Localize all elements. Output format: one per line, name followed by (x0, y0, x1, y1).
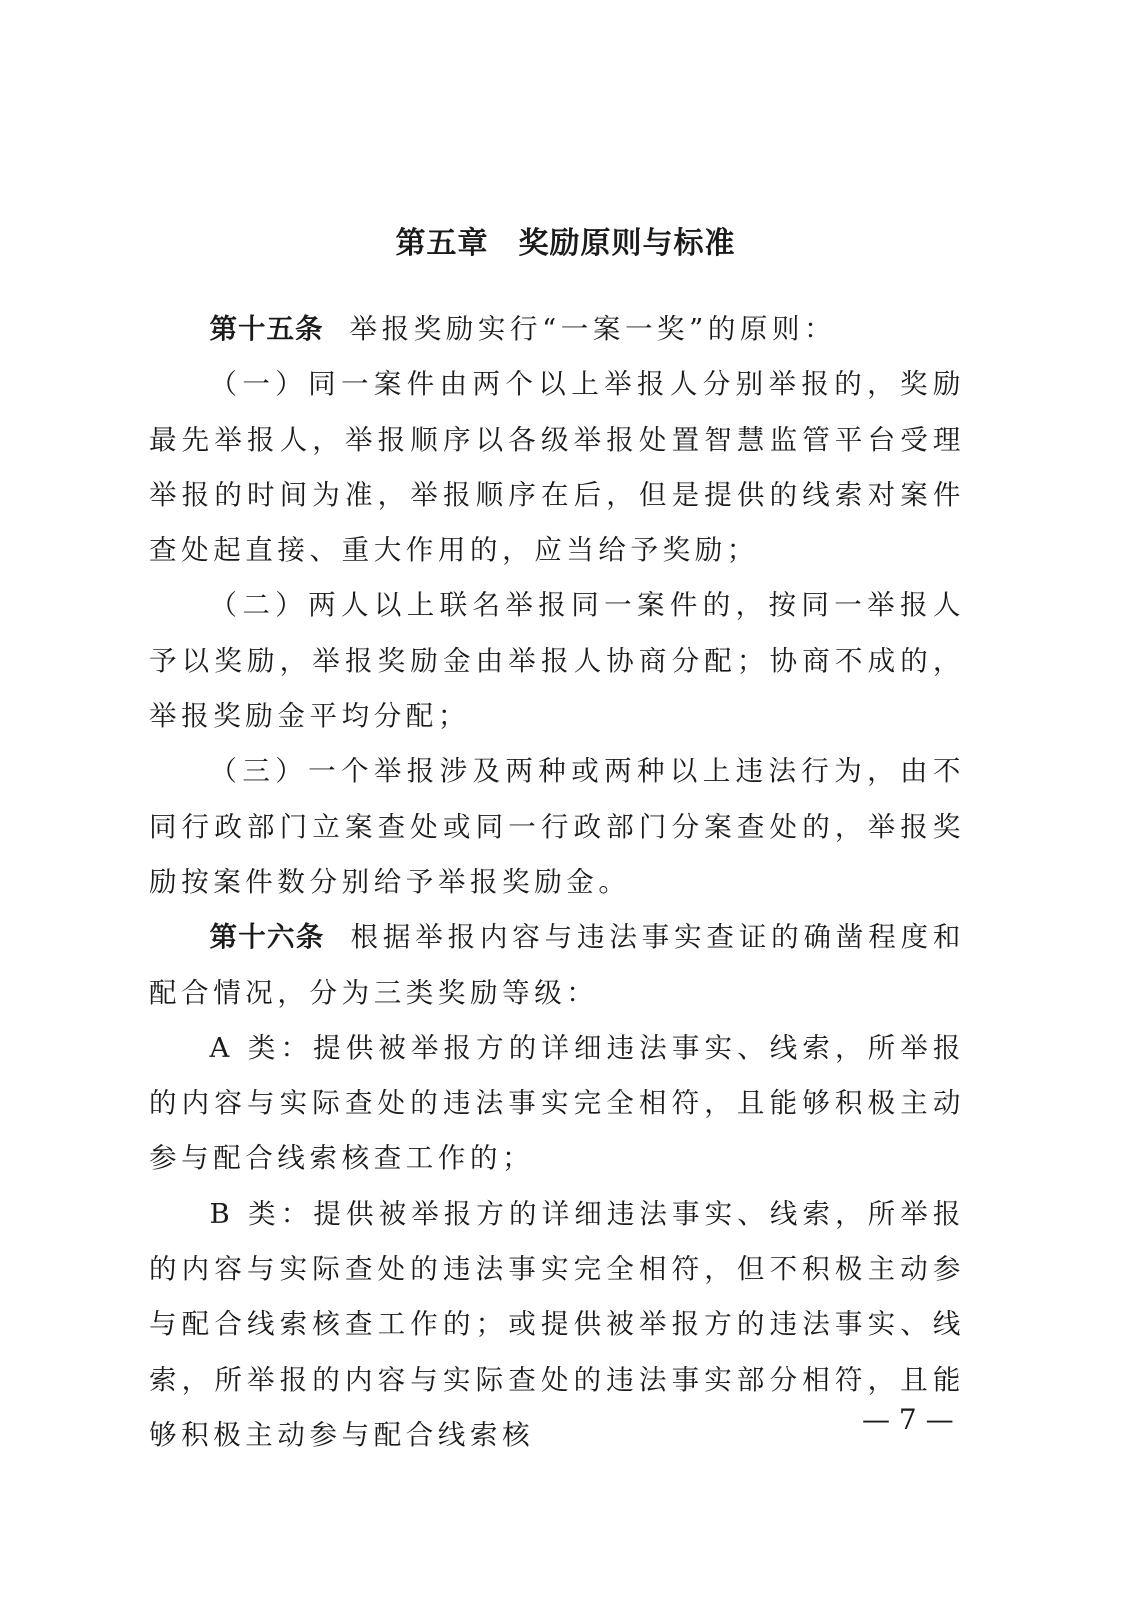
grade-b-paragraph: B 类：提供被举报方的详细违法事实、线索，所举报的内容与实际查处的违法事实完全相符，但不积极主动参与配合线索核查工作的；或提供被举报方的违法事实、线索，所举报的内容与实际查处的违法事实部分相符，且能够积极主动参与配合线索核 (149, 1197, 965, 1451)
article-15-paragraph (149, 302, 965, 357)
grade-a-paragraph: A 类：提供被举报方的详细违法事实、线索，所举报的内容与实际查处的违法事实完全相符，且能够积极主动参与配合线索核查工作的； (149, 1031, 965, 1175)
article-15-item-1: （一）同一案件由两个以上举报人分别举报的，奖励最先举报人，举报顺序以各级举报处置智慧监管平台受理举报的时间为准，举报顺序在后，但是提供的线索对案件查处起直接、重大作用的，应当给予奖励； (149, 368, 965, 567)
chapter-number: 第五章 (395, 226, 489, 261)
article-16-number: 第十六条 (209, 921, 325, 954)
article-15-number: 第十五条 (209, 313, 324, 345)
article-15-item-3: （三）一个举报涉及两种或两种以上违法行为，由不同行政部门立案查处或同一行政部门分案查处的，举报奖励按案件数分别给予举报奖励金。 (149, 755, 965, 898)
article-15-item-2: （二）两人以上联名举报同一案件的，按同一举报人予以奖励，举报奖励金由举报人协商分配；协商不成的，举报奖励金平均分配； (149, 589, 965, 733)
article-16-paragraph (149, 910, 965, 1021)
document-body (149, 302, 965, 1463)
chapter-title (0, 222, 1131, 266)
article-15-text: 举报奖励实行“一案一奖”的原则： (349, 313, 837, 345)
page-number: — 7 — (862, 1403, 954, 1436)
article-16-text: 根据举报内容与违法事实查证的确凿程度和配合情况，分为三类奖励等级： (149, 921, 966, 1009)
chapter-name: 奖励原则与标准 (518, 226, 736, 261)
